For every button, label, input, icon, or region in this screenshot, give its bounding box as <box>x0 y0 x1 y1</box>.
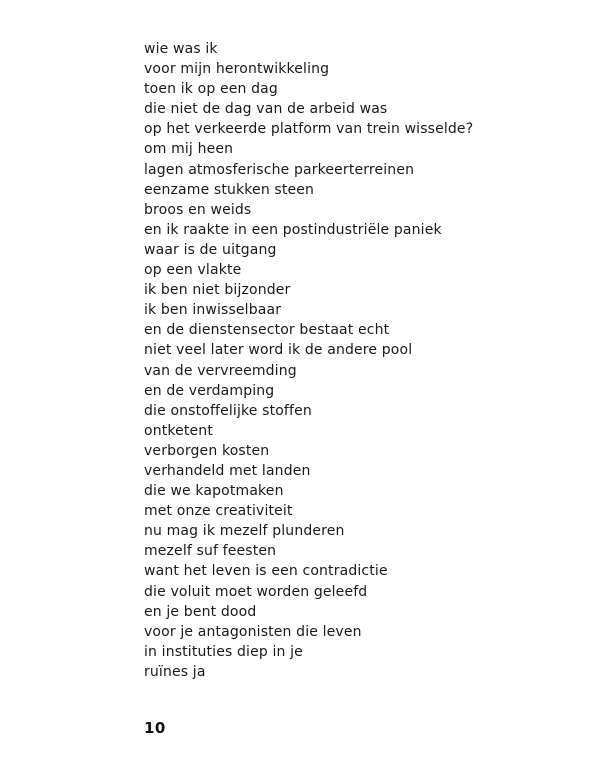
poem-line: en je bent dood <box>144 603 257 620</box>
poem-line: eenzame stukken steen <box>144 181 315 198</box>
poem-line: nu mag ik mezelf plunderen <box>144 523 345 540</box>
poem-line: verborgen kosten <box>144 442 270 459</box>
poem-line: op een vlakte <box>144 262 242 279</box>
poem-line: die voluit moet worden geleefd <box>144 583 368 600</box>
poem-line: die we kapotmaken <box>144 483 284 500</box>
poem-line: om mij heen <box>144 141 234 158</box>
poem-line: die niet de dag van de arbeid was <box>144 101 388 118</box>
poem-line: ik ben inwisselbaar <box>144 302 282 319</box>
poem-line: wie was ik <box>144 41 218 57</box>
poem-line: broos en weids <box>144 201 252 218</box>
poem-line: en ik raakte in een postindustriële paniek <box>144 221 442 238</box>
poem-line: voor mijn herontwikkeling <box>144 61 330 78</box>
page-number: 10 <box>144 719 166 737</box>
poem-line: waar is de uitgang <box>144 241 277 258</box>
poem-line: voor je antagonisten die leven <box>144 623 362 640</box>
poem-line: want het leven is een contradictie <box>144 563 388 580</box>
poem-line: ruïnes ja <box>144 663 206 680</box>
poem-line: die onstoffelijke stoffen <box>144 402 312 419</box>
poem-line: toen ik op een dag <box>144 81 278 98</box>
poem-line: in instituties diep in je <box>144 643 303 660</box>
poem-line: en de dienstensector bestaat echt <box>144 322 390 339</box>
poem-line: niet veel later word ik de andere pool <box>144 342 413 359</box>
poem-line: lagen atmosferische parkeerterreinen <box>144 161 415 178</box>
poem-line: van de vervreemding <box>144 362 297 379</box>
poem-line: mezelf suf feesten <box>144 543 277 560</box>
poem-line: ik ben niet bijzonder <box>144 282 291 299</box>
poem-line: op het verkeerde platform van trein wisselde? <box>144 121 474 138</box>
poem-line: ontketent <box>144 422 213 439</box>
poem-line: verhandeld met landen <box>144 462 311 479</box>
poem-line: met onze creativiteit <box>144 503 293 520</box>
poem-text <box>144 39 584 682</box>
poem-line: en de verdamping <box>144 382 275 399</box>
